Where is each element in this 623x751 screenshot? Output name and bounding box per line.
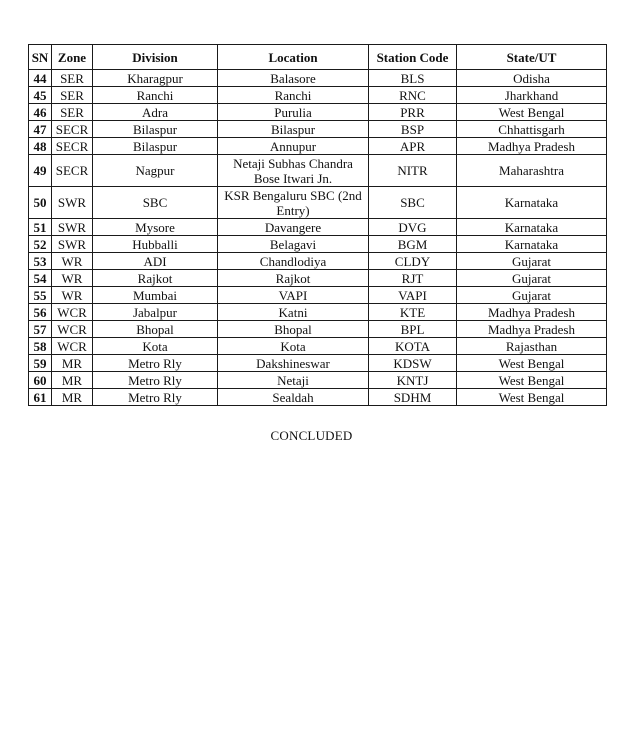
cell-sn: 53 bbox=[29, 253, 52, 270]
cell-sn: 59 bbox=[29, 355, 52, 372]
cell-zone: MR bbox=[52, 389, 93, 406]
cell-zone: SER bbox=[52, 70, 93, 87]
cell-state: Rajasthan bbox=[457, 338, 607, 355]
cell-station-code: KNTJ bbox=[369, 372, 457, 389]
cell-sn: 58 bbox=[29, 338, 52, 355]
cell-station-code: KTE bbox=[369, 304, 457, 321]
cell-location: Dakshineswar bbox=[218, 355, 369, 372]
cell-sn: 57 bbox=[29, 321, 52, 338]
header-zone: Zone bbox=[52, 45, 93, 70]
cell-state: Madhya Pradesh bbox=[457, 321, 607, 338]
cell-location: Bilaspur bbox=[218, 121, 369, 138]
header-state: State/UT bbox=[457, 45, 607, 70]
table-row bbox=[29, 138, 607, 155]
cell-division: SBC bbox=[93, 187, 218, 219]
cell-zone: WCR bbox=[52, 321, 93, 338]
cell-zone: WR bbox=[52, 287, 93, 304]
cell-division: Metro Rly bbox=[93, 355, 218, 372]
table-row bbox=[29, 372, 607, 389]
cell-state: Maharashtra bbox=[457, 155, 607, 187]
cell-division: Jabalpur bbox=[93, 304, 218, 321]
cell-division: Hubballi bbox=[93, 236, 218, 253]
table-header-row bbox=[29, 45, 607, 70]
cell-station-code: CLDY bbox=[369, 253, 457, 270]
cell-sn: 60 bbox=[29, 372, 52, 389]
cell-station-code: BLS bbox=[369, 70, 457, 87]
cell-division: Metro Rly bbox=[93, 372, 218, 389]
cell-station-code: BSP bbox=[369, 121, 457, 138]
table-row bbox=[29, 104, 607, 121]
cell-state: West Bengal bbox=[457, 372, 607, 389]
cell-sn: 45 bbox=[29, 87, 52, 104]
cell-zone: SWR bbox=[52, 187, 93, 219]
cell-station-code: APR bbox=[369, 138, 457, 155]
cell-station-code: BGM bbox=[369, 236, 457, 253]
cell-zone: WR bbox=[52, 253, 93, 270]
cell-location: Ranchi bbox=[218, 87, 369, 104]
cell-location: Bhopal bbox=[218, 321, 369, 338]
table-body bbox=[29, 70, 607, 406]
table-row bbox=[29, 187, 607, 219]
cell-sn: 48 bbox=[29, 138, 52, 155]
cell-location: Sealdah bbox=[218, 389, 369, 406]
cell-location: Purulia bbox=[218, 104, 369, 121]
table-row bbox=[29, 155, 607, 187]
cell-sn: 51 bbox=[29, 219, 52, 236]
header-location: Location bbox=[218, 45, 369, 70]
cell-zone: SWR bbox=[52, 219, 93, 236]
cell-location: VAPI bbox=[218, 287, 369, 304]
table-row bbox=[29, 236, 607, 253]
table-row bbox=[29, 389, 607, 406]
cell-state: Karnataka bbox=[457, 187, 607, 219]
cell-location: KSR Bengaluru SBC (2nd Entry) bbox=[218, 187, 369, 219]
cell-state: Jharkhand bbox=[457, 87, 607, 104]
cell-location: Belagavi bbox=[218, 236, 369, 253]
cell-state: Odisha bbox=[457, 70, 607, 87]
cell-sn: 49 bbox=[29, 155, 52, 187]
cell-zone: MR bbox=[52, 355, 93, 372]
cell-station-code: PRR bbox=[369, 104, 457, 121]
cell-division: Ranchi bbox=[93, 87, 218, 104]
cell-zone: SER bbox=[52, 104, 93, 121]
cell-zone: SECR bbox=[52, 138, 93, 155]
cell-sn: 50 bbox=[29, 187, 52, 219]
cell-state: Gujarat bbox=[457, 253, 607, 270]
cell-division: Kota bbox=[93, 338, 218, 355]
cell-station-code: NITR bbox=[369, 155, 457, 187]
cell-station-code: RJT bbox=[369, 270, 457, 287]
cell-zone: MR bbox=[52, 372, 93, 389]
table-row bbox=[29, 304, 607, 321]
cell-division: Mumbai bbox=[93, 287, 218, 304]
concluded-note: CONCLUDED bbox=[270, 428, 353, 443]
cell-station-code: VAPI bbox=[369, 287, 457, 304]
table-row bbox=[29, 253, 607, 270]
cell-station-code: SDHM bbox=[369, 389, 457, 406]
cell-location: Davangere bbox=[218, 219, 369, 236]
cell-station-code: KOTA bbox=[369, 338, 457, 355]
cell-zone: WCR bbox=[52, 338, 93, 355]
cell-station-code: BPL bbox=[369, 321, 457, 338]
cell-division: Nagpur bbox=[93, 155, 218, 187]
cell-sn: 56 bbox=[29, 304, 52, 321]
cell-division: Metro Rly bbox=[93, 389, 218, 406]
table-row bbox=[29, 121, 607, 138]
cell-location: Katni bbox=[218, 304, 369, 321]
table-row bbox=[29, 338, 607, 355]
cell-state: Madhya Pradesh bbox=[457, 304, 607, 321]
cell-division: Rajkot bbox=[93, 270, 218, 287]
cell-division: Adra bbox=[93, 104, 218, 121]
cell-division: ADI bbox=[93, 253, 218, 270]
table-row bbox=[29, 270, 607, 287]
cell-location: Netaji Subhas Chandra Bose Itwari Jn. bbox=[218, 155, 369, 187]
cell-division: Bilaspur bbox=[93, 121, 218, 138]
cell-sn: 46 bbox=[29, 104, 52, 121]
cell-division: Bilaspur bbox=[93, 138, 218, 155]
cell-station-code: KDSW bbox=[369, 355, 457, 372]
cell-location: Rajkot bbox=[218, 270, 369, 287]
table-row bbox=[29, 87, 607, 104]
cell-state: Gujarat bbox=[457, 287, 607, 304]
cell-division: Bhopal bbox=[93, 321, 218, 338]
header-division: Division bbox=[93, 45, 218, 70]
cell-station-code: RNC bbox=[369, 87, 457, 104]
cell-division: Kharagpur bbox=[93, 70, 218, 87]
cell-sn: 61 bbox=[29, 389, 52, 406]
cell-zone: SWR bbox=[52, 236, 93, 253]
cell-state: Chhattisgarh bbox=[457, 121, 607, 138]
cell-location: Kota bbox=[218, 338, 369, 355]
cell-location: Balasore bbox=[218, 70, 369, 87]
cell-location: Netaji bbox=[218, 372, 369, 389]
table-row bbox=[29, 287, 607, 304]
station-table bbox=[28, 44, 607, 406]
cell-state: Gujarat bbox=[457, 270, 607, 287]
cell-zone: SECR bbox=[52, 155, 93, 187]
table-row bbox=[29, 355, 607, 372]
cell-division: Mysore bbox=[93, 219, 218, 236]
header-sn: SN bbox=[29, 45, 52, 70]
cell-state: Karnataka bbox=[457, 236, 607, 253]
cell-state: Karnataka bbox=[457, 219, 607, 236]
cell-location: Annupur bbox=[218, 138, 369, 155]
cell-location: Chandlodiya bbox=[218, 253, 369, 270]
cell-sn: 52 bbox=[29, 236, 52, 253]
cell-state: Madhya Pradesh bbox=[457, 138, 607, 155]
table-row bbox=[29, 321, 607, 338]
cell-zone: WCR bbox=[52, 304, 93, 321]
cell-sn: 54 bbox=[29, 270, 52, 287]
cell-zone: SECR bbox=[52, 121, 93, 138]
table-row bbox=[29, 70, 607, 87]
cell-state: West Bengal bbox=[457, 355, 607, 372]
cell-sn: 47 bbox=[29, 121, 52, 138]
cell-state: West Bengal bbox=[457, 104, 607, 121]
cell-zone: SER bbox=[52, 87, 93, 104]
header-station-code: Station Code bbox=[369, 45, 457, 70]
cell-sn: 55 bbox=[29, 287, 52, 304]
cell-sn: 44 bbox=[29, 70, 52, 87]
cell-zone: WR bbox=[52, 270, 93, 287]
cell-station-code: SBC bbox=[369, 187, 457, 219]
cell-state: West Bengal bbox=[457, 389, 607, 406]
cell-station-code: DVG bbox=[369, 219, 457, 236]
table-row bbox=[29, 219, 607, 236]
